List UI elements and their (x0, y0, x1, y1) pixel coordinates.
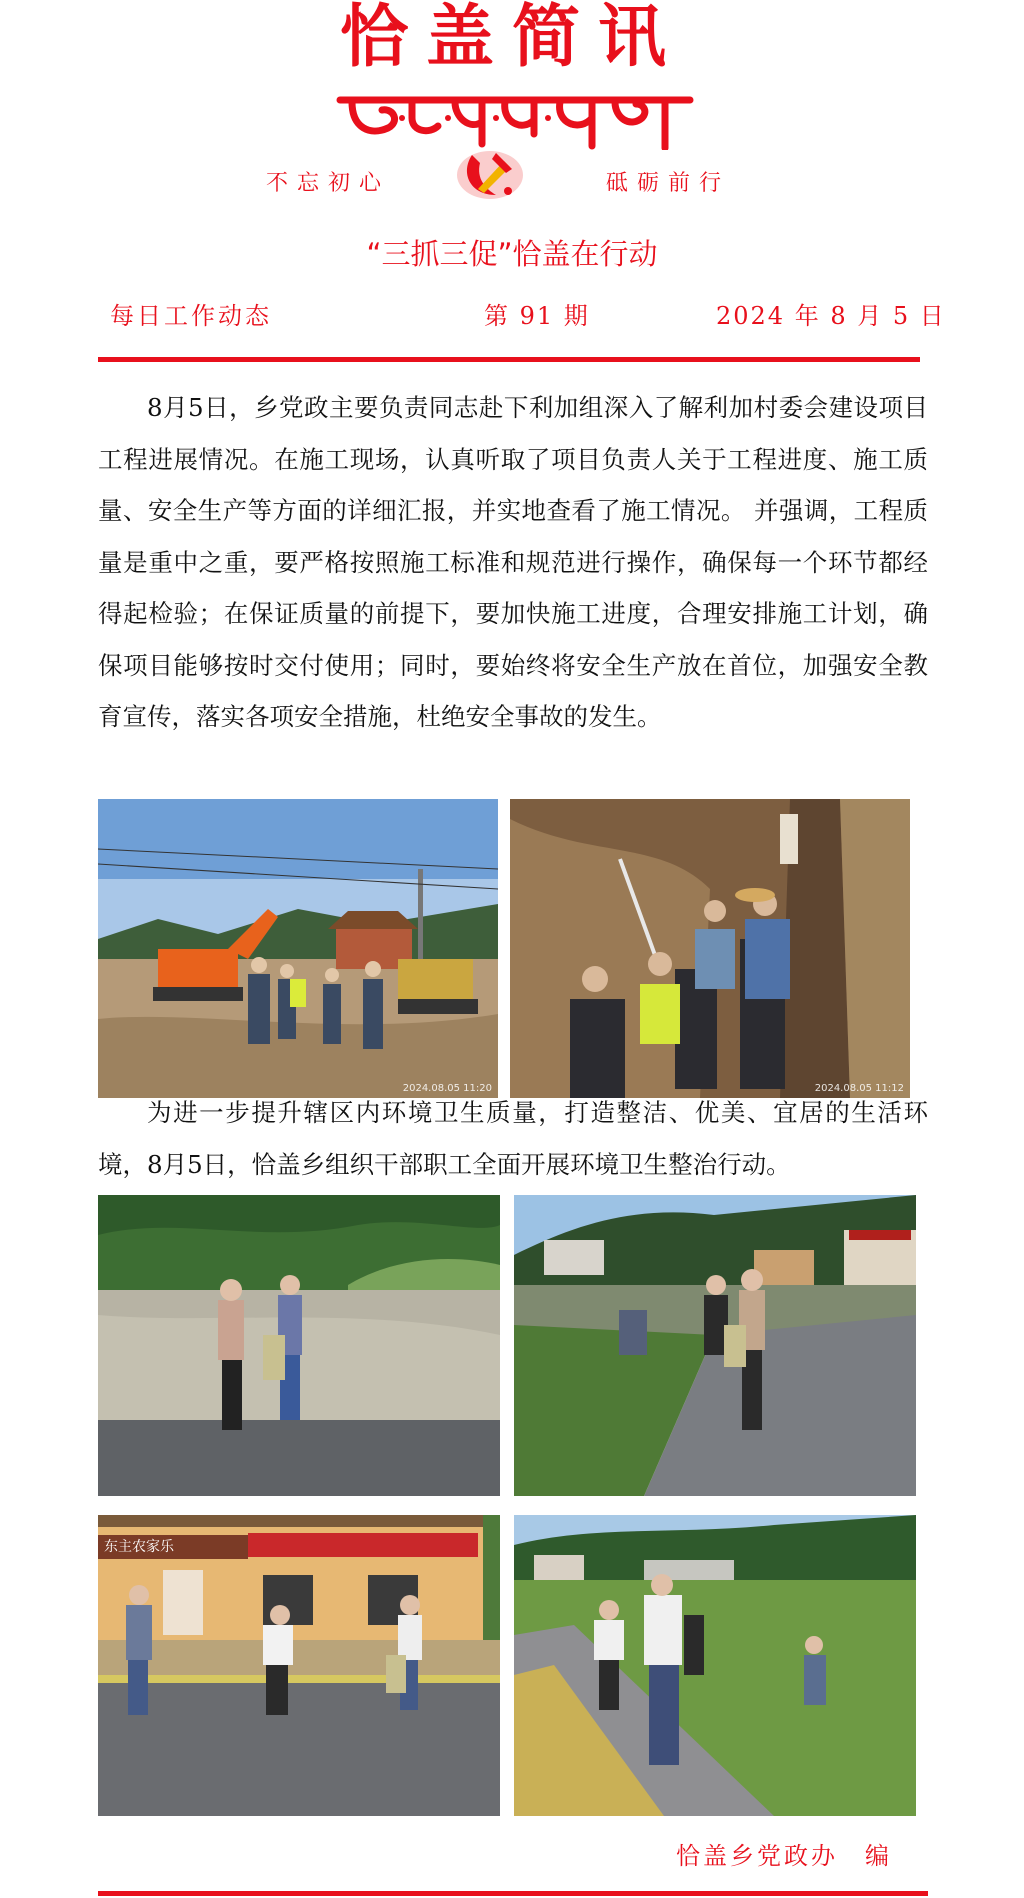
photo-roadside-cleanup (514, 1195, 916, 1496)
photo-grass-cleanup (514, 1515, 916, 1816)
photo-trench-inspection (510, 799, 910, 1098)
tibetan-title-calligraphy (330, 88, 700, 150)
newsletter-title: 恰盖简讯 (339, 0, 684, 77)
article-paragraph-sanitation: 为进一步提升辖区内环境卫生质量，打造整洁、优美、宜居的生活环境，8月5日，恰盖乡组织干部职工全面开展环境卫生整治行动。 (98, 1098, 928, 1179)
slogan-right: 砥砺前行 (606, 171, 731, 196)
footer-divider (98, 1891, 928, 1896)
photo-construction-site (98, 799, 498, 1098)
slogan-left: 不忘初心 (266, 171, 391, 196)
issue-number: 第 91 期 (484, 302, 590, 330)
column-name: 每日工作动态 (110, 302, 272, 330)
photo-field-cleanup (98, 1195, 500, 1496)
photo-timestamp: 2024.08.05 11:20 (402, 1083, 492, 1094)
party-emblem-icon (456, 143, 524, 201)
issue-date: 2024 年 8 月 5 日 (716, 302, 946, 330)
article-paragraph-construction: 8月5日，乡党政主要负责同志赴下利加组深入了解利加村委会建设项目工程进展情况。在施工现场，认真听取了项目负责人关于工程进度、施工质量、安全生产等方面的详细汇报，并实地查看了施工情况。 并强调，工程质量是重中之重，要严格按照施工标准和规范进行操作，确保每一个环节都经得起检验；在保证质量的前提下，要加快施工进度，合理安排施工计划，确保项目能够按时交付使用；同时，要始终将安全生产放在首位，加强安全教育宣传，落实各项安全措施，杜绝安全事故的发生。 (98, 393, 928, 731)
newsletter-subtitle: “三抓三促”恰盖在行动 (366, 237, 658, 271)
photo-street-cleanup (98, 1515, 500, 1816)
header-divider (98, 357, 920, 362)
editor-credit: 恰盖乡党政办 编 (676, 1842, 892, 1870)
shop-sign-text: 东主农家乐 (104, 1539, 174, 1555)
photo-timestamp: 2024.08.05 11:12 (814, 1083, 904, 1094)
